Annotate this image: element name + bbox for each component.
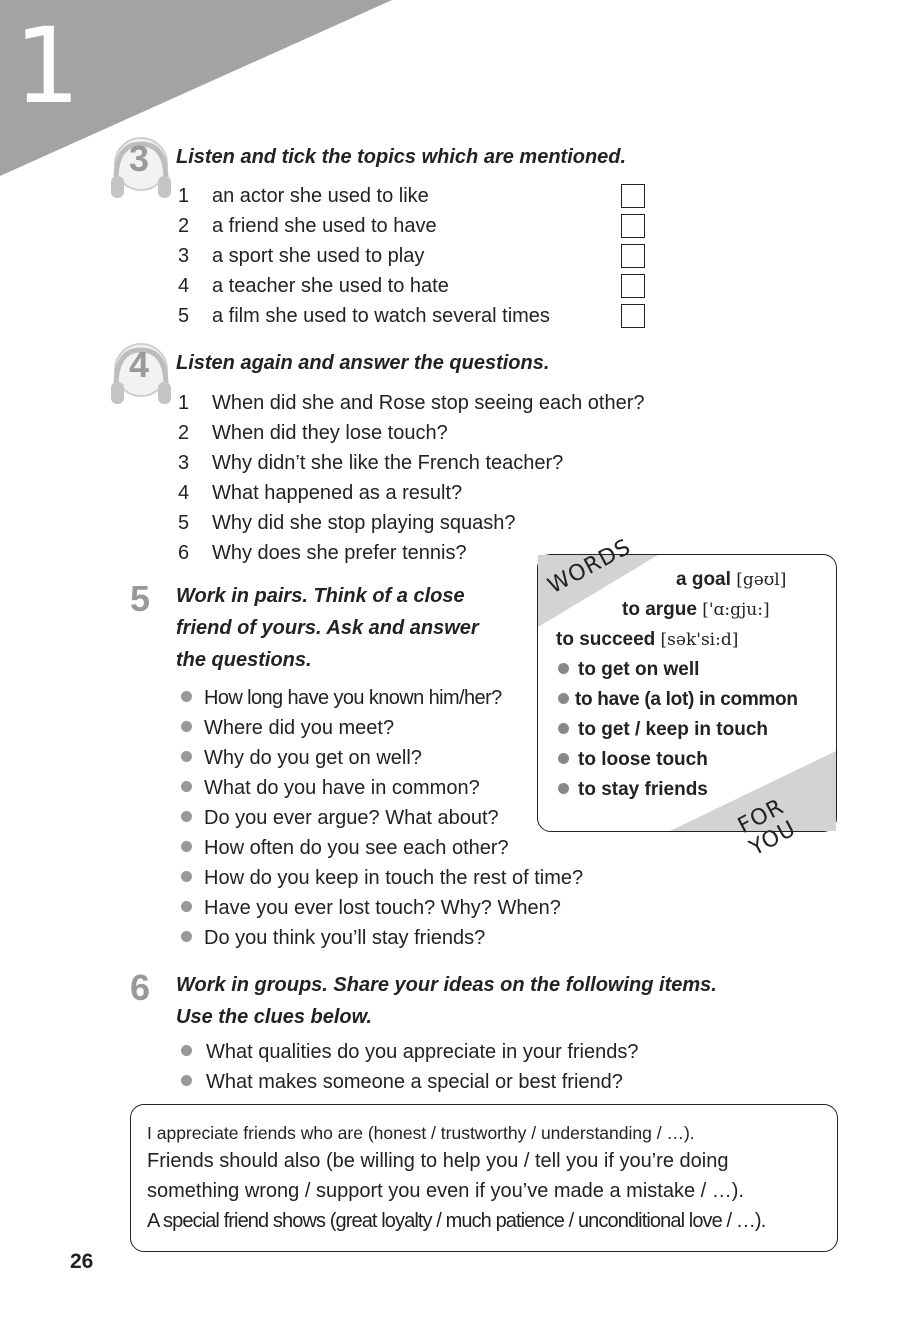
exercise-6-list: [178, 1037, 738, 1097]
vocab-phrase: to have (a lot) in common: [558, 685, 798, 715]
list-item: What qualities do you appreciate in your friends?: [206, 1041, 639, 1063]
tick-checkbox[interactable]: [621, 244, 645, 268]
clue-line: A special friend shows (great loyalty / much patience / unconditional love / …).: [147, 1210, 766, 1232]
exercise-4-number: 4: [129, 344, 150, 385]
vocab-phrase: to loose touch: [558, 745, 708, 775]
exercise-6-instruction-line: Work in groups. Share your ideas on the following items.: [176, 974, 717, 996]
list-item: 3 a sport she used to play: [178, 241, 658, 271]
list-item: 5 a film she used to watch several times: [178, 301, 658, 331]
list-item: Where did you meet?: [204, 717, 395, 739]
clue-line: I appreciate friends who are (honest / trustworthy / understanding / …).: [147, 1123, 695, 1143]
exercise-3-number: 3: [129, 138, 150, 179]
exercise-5-instruction-line: Work in pairs. Think of a close: [176, 585, 465, 607]
list-item: Why do you get on well?: [204, 747, 422, 769]
list-item: What do you have in common?: [204, 777, 480, 799]
tick-checkbox[interactable]: [621, 274, 645, 298]
list-item: 4 a teacher she used to hate: [178, 271, 658, 301]
list-item: How do you keep in touch the rest of time?: [204, 867, 584, 889]
exercise-4-instruction: Listen again and answer the questions.: [176, 352, 550, 374]
tick-checkbox[interactable]: [621, 214, 645, 238]
exercise-6-instruction-line: Use the clues below.: [176, 1006, 372, 1028]
vocab-entry: to succeed [sək'si:d]: [556, 629, 739, 650]
exercise-5-number: 5: [130, 578, 151, 619]
exercise-5-instruction-line: the questions.: [176, 649, 312, 671]
for-you-tag: FOR YOU: [734, 794, 801, 862]
list-item: What makes someone a special or best friend?: [206, 1071, 623, 1093]
list-item: 2 a friend she used to have: [178, 211, 658, 241]
exercise-6-number: 6: [130, 967, 151, 1008]
list-item: 4 What happened as a result?: [178, 482, 463, 504]
tick-checkbox[interactable]: [621, 304, 645, 328]
words-tag: WORDS: [544, 534, 636, 600]
vocab-entry: to argue ['ɑ:gju:]: [622, 599, 770, 620]
list-item: Have you ever lost touch? Why? When?: [204, 897, 561, 919]
tick-checkbox[interactable]: [621, 184, 645, 208]
list-item: 2 When did they lose touch?: [178, 422, 448, 444]
list-item: 3 Why didn’t she like the French teacher?: [178, 452, 564, 474]
vocab-phrase: to get / keep in touch: [558, 715, 768, 745]
list-item: How often do you see each other?: [204, 837, 509, 859]
vocab-phrase: to stay friends: [558, 775, 708, 805]
clue-line: Friends should also (be willing to help you / tell you if you’re doing: [147, 1150, 729, 1172]
exercise-3-list: [178, 181, 658, 331]
list-item: Do you think you’ll stay friends?: [204, 927, 486, 949]
list-item: 5 Why did she stop playing squash?: [178, 512, 516, 534]
list-item: 6 Why does she prefer tennis?: [178, 542, 467, 564]
list-item: 1 an actor she used to like: [178, 181, 658, 211]
list-item: 1 When did she and Rose stop seeing each other?: [178, 392, 645, 414]
words-for-you-box: [537, 534, 837, 862]
list-item: Do you ever argue? What about?: [204, 807, 499, 829]
list-item: How long have you known him/her?: [204, 687, 502, 709]
clue-line: something wrong / support you even if you’ve made a mistake / …).: [147, 1180, 744, 1202]
exercise-5-instruction-line: friend of yours. Ask and answer: [176, 617, 479, 639]
clues-box: [130, 1104, 838, 1252]
unit-number: 1: [14, 5, 81, 127]
vocab-phrase: to get on well: [558, 655, 699, 685]
vocab-entry: a goal [gəʊl]: [676, 569, 787, 590]
exercise-3-instruction: Listen and tick the topics which are mentioned.: [176, 146, 627, 168]
page-number: 26: [70, 1250, 94, 1273]
